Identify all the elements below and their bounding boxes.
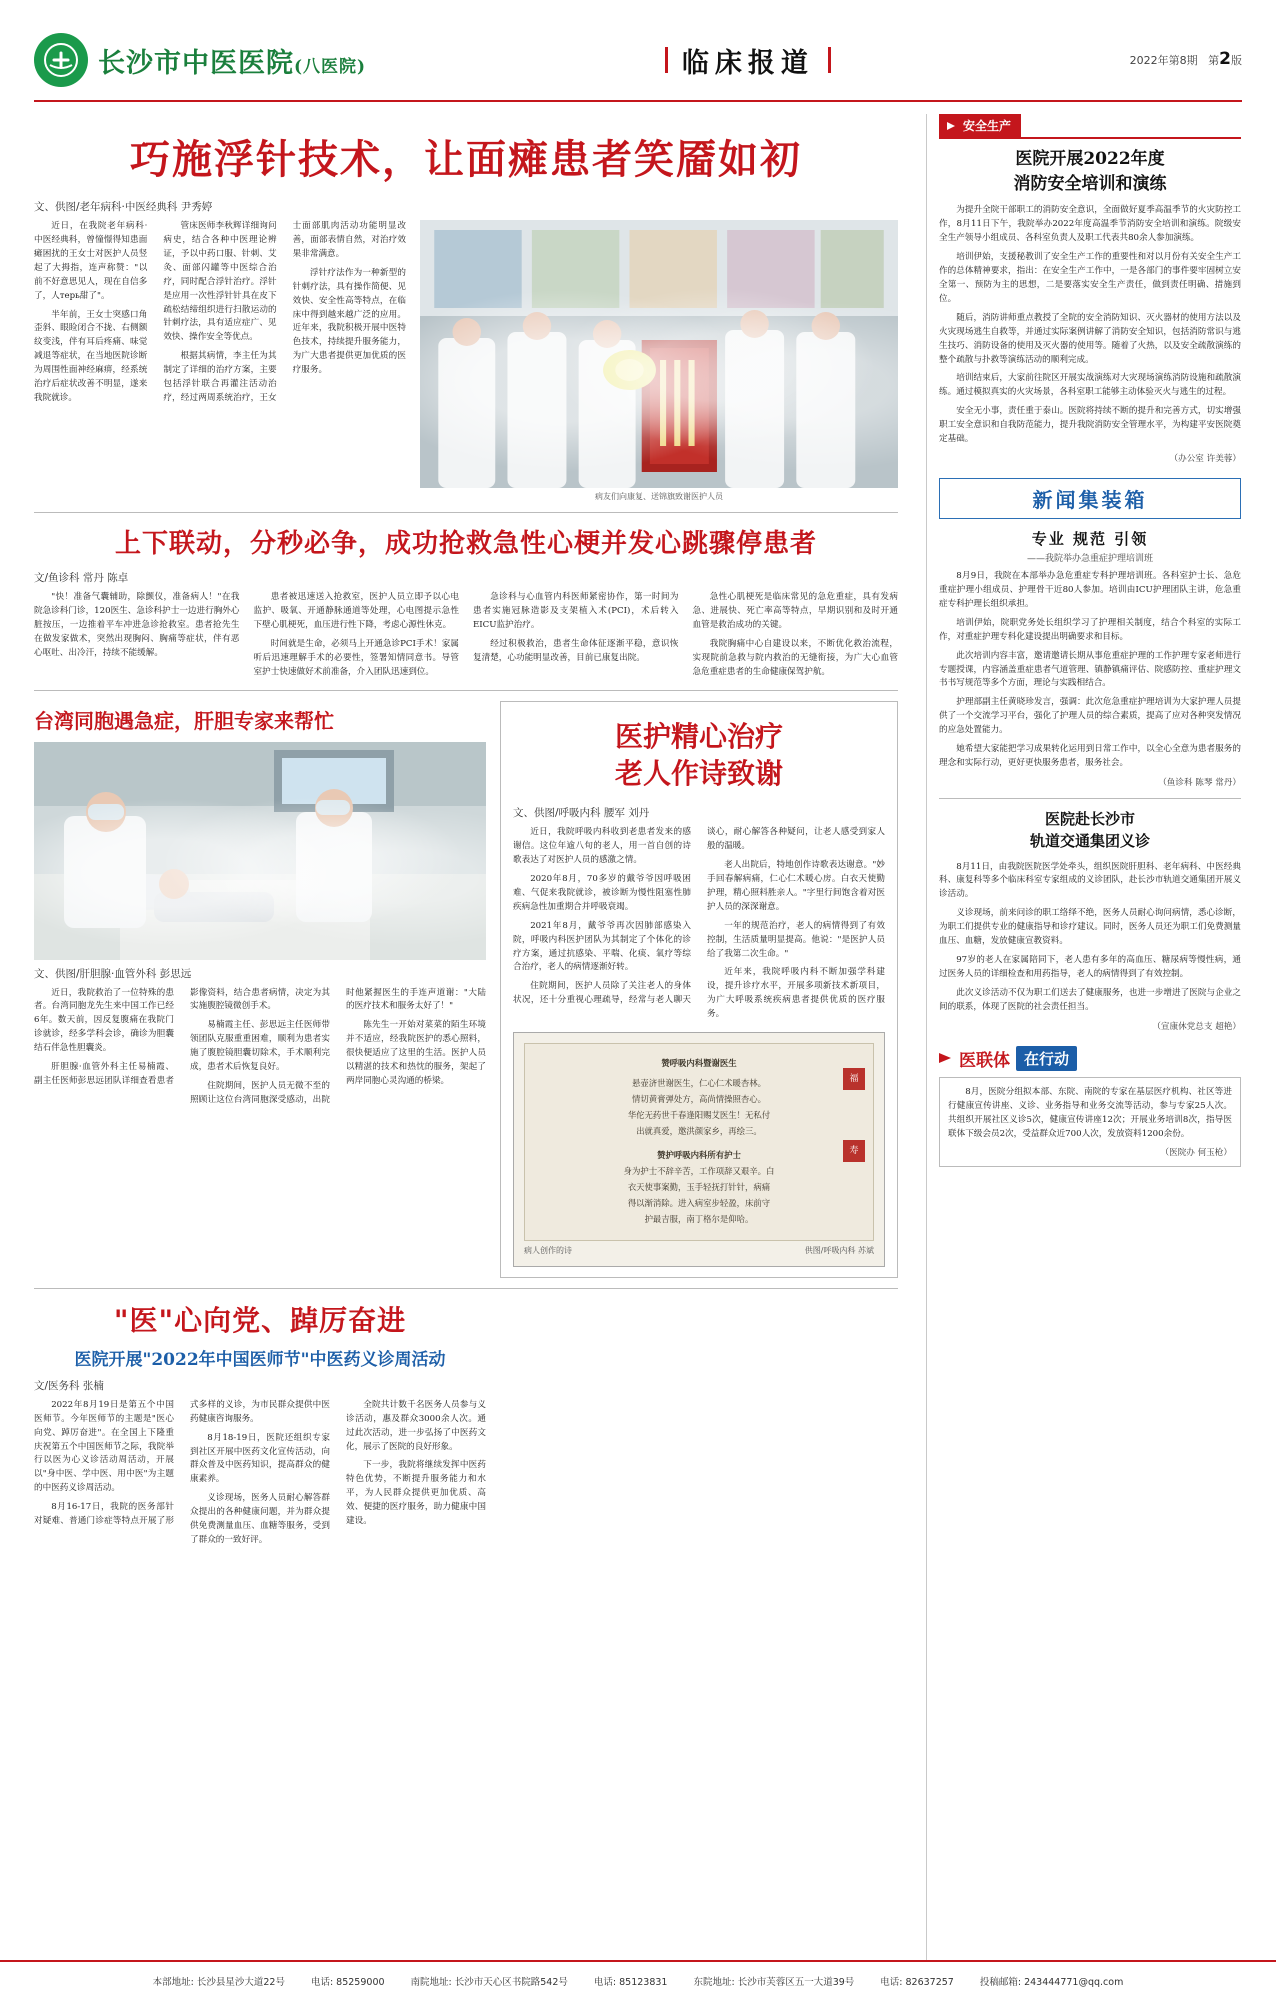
module-alliance bbox=[939, 1046, 1241, 1168]
poem-line: 情切黄膏弹处方，高尚情操照杏心。 bbox=[632, 1094, 766, 1105]
safety-title-line2: 消防安全培训和演练 bbox=[1013, 173, 1167, 194]
divider-right bbox=[828, 47, 831, 73]
arrow-right-icon bbox=[947, 121, 957, 131]
paragraph: 义诊现场，前来问诊的职工络绎不绝，医务人员耐心询问病情，悉心诊断，为职工们提供专业的健康指导和诊疗建议。同时，医务人员还为职工们免费测量血压、血糖，发放健康宣教资料。 bbox=[939, 908, 1241, 947]
poem-title: 赞呼吸内科暨谢医生 bbox=[661, 1058, 737, 1069]
story5-title: "医"心向党、踔厉奋进 bbox=[113, 1303, 407, 1337]
column-divider bbox=[926, 114, 927, 1970]
issue-info bbox=[1130, 49, 1242, 71]
newsbox-banner-label: 新闻集装箱 bbox=[1032, 488, 1148, 513]
paragraph: 8月11日，由我院医院医学处牵头，组织医院肝胆科、老年病科、中医经典科、康复科等多个临床科室专家组成的义诊团队，赴长沙市轨道交通集团开展义诊活动。 bbox=[939, 861, 1241, 900]
paragraph: 8月9日，我院在本部举办急危重症专科护理培训班。各科室护士长、急危重症护理小组成员、护理骨干近80人参加。培训由ICU护理团队主讲，危急重症专科护理长组织承担。 bbox=[939, 571, 1241, 609]
poem-caption-right: 供图/呼吸内科 苏斌 bbox=[804, 1245, 874, 1255]
paragraph: 经过积极救治，患者生命体征逐渐平稳，意识恢复清楚，心功能明显改善，目前已康复出院。 bbox=[473, 638, 679, 663]
story3-photo bbox=[34, 742, 486, 960]
rule bbox=[34, 512, 898, 513]
lead-headline: 巧施浮针技术，让面瘫患者笑靥如初 bbox=[130, 136, 802, 183]
poem-line: 身为护士不辞辛苦，工作项辞又艰辛。白 bbox=[623, 1165, 775, 1176]
page-title: 临床报道 bbox=[681, 47, 814, 79]
lead-byline: 文、供图/老年病科·中医经典科 尹秀婷 bbox=[34, 201, 213, 213]
paragraph: 她希望大家能把学习成果转化运用到日常工作中，以全心全意为患者服务的理念和实际行动，更好更快服务患者，服务社会。 bbox=[939, 744, 1241, 769]
article-lead bbox=[34, 128, 898, 502]
story3-headline: 台湾同胞遇急症，肝胆专家来帮忙 bbox=[34, 708, 334, 733]
middle-row bbox=[34, 701, 898, 1278]
safety-tag bbox=[939, 114, 1021, 137]
paragraph: 半年前，王女士突感口角歪斜、眼睑闭合不拢、右侧额纹变浅，伴有耳后疼痛、味觉减退等症状，在当地医院诊断为周围性面神经麻痹，经系统治疗后症状改善不明显，遂来我院就诊。 bbox=[34, 309, 148, 404]
paragraph: 97岁的老人在家属陪同下，老人患有多年的高血压、糖尿病等慢性病，通过医务人员的详细检查和用药指导，老人的病情得到了有效控制。 bbox=[939, 955, 1241, 979]
paragraph: 陈先生一开始对菜菜的陌生环境并不适应，经我院医护的悉心照料，很快便适应了这里的生活。医护人员以精湛的技术和热忱的服务，架起了两岸同胞心灵沟通的桥梁。 bbox=[346, 1020, 486, 1087]
paragraph: 我院胸痛中心自建设以来，不断优化救治流程，实现院前急救与院内救治的无缝衔接，为广大心血管急危重症患者的生命健康保驾护航。 bbox=[692, 638, 898, 677]
story4-title-line2: 老人作诗致谢 bbox=[614, 757, 783, 791]
paragraph: 一年的规范治疗，老人的病情得到了有效控制，生活质量明显提高。他说："是医护人员给了我第二次生命。" bbox=[707, 920, 885, 959]
poem-line: 华佗无药世千春逢阳赐艾医生！无私付 bbox=[627, 1110, 771, 1121]
article-poem bbox=[500, 701, 898, 1278]
masthead-logo-text bbox=[88, 41, 366, 80]
poem-line: 悬壶济世谢医生，仁心仁术暖杏林。 bbox=[632, 1078, 766, 1089]
poem-caption-left: 病人创作的诗 bbox=[524, 1245, 572, 1255]
rule bbox=[34, 1288, 898, 1289]
rule bbox=[939, 798, 1241, 799]
paragraph: 管床医师李秋辉详细询问病史，结合各种中医理论辨证，予以中药口服、针刺、艾灸、面部闪罐等中医综合治疗，同时配合浮针治疗。浮针是应用一次性浮针针具在皮下疏松结缔组织进行扫散运动的针刺疗法，具有适应症广、见效快、操作安全等优点。 bbox=[163, 221, 277, 343]
footer-email: 投稿邮箱: 243444771@qq.com bbox=[979, 1977, 1124, 1988]
paragraph: 急诊科与心血管内科医师紧密协作，第一时间为患者实施冠脉造影及支架植入术(PCI)，术后转入EICU监护治疗。 bbox=[473, 592, 679, 630]
paragraph: 浮针疗法作为一种新型的针刺疗法，具有操作简便、见效快、安全性高等特点，在临床中得到越来越广泛的应用。近年来，我院积极开展中医特色技术，持续提升服务能力，为广大患者提供更加优质的医疗服务。 bbox=[292, 267, 406, 376]
story2-headline: 上下联动，分秒必争，成功抢救急性心梗并发心跳骤停患者 bbox=[114, 529, 817, 559]
article-doctors-day bbox=[34, 1299, 486, 1548]
seal-icon: 福 bbox=[843, 1068, 865, 1090]
paragraph: 下一步，我院将继续发挥中医药特色优势，不断提升服务能力和水平，为人民群众提供更加优质、高效、便捷的医疗服务，助力健康中国建设。 bbox=[346, 1460, 486, 1527]
article-taiwan bbox=[34, 701, 486, 1278]
page-label: 第 bbox=[1208, 54, 1220, 67]
paragraph: 急性心肌梗死是临床常见的急危重症，具有发病急、进展快、死亡率高等特点，早期识别和及时开通血管是救治成功的关键。 bbox=[692, 592, 898, 630]
footer-phone-main: 电话: 85259000 bbox=[310, 1977, 385, 1988]
module-safety bbox=[939, 114, 1241, 464]
paragraph: 此次培训内容丰富，邀请邀请长期从事危重症护理的工作护理专家老师进行专题授课，内容涵盖重症患者气道管理、镇静镇痛评估、院感防控、重症护理文书书写规范等多个方面，理论与实践相结合。 bbox=[939, 650, 1241, 689]
paragraph: 8月18-19日，医院还组织专家到社区开展中医药文化宣传活动，向群众普及中医药知识，提高群众的健康素养。 bbox=[190, 1432, 330, 1485]
alliance-tag-red: 医联体 bbox=[959, 1050, 1010, 1071]
paragraph: 8月16-17日，我院的医务部针对疑难、普通门诊症等特点开展了形式多样的义诊，为市民群众提供中医药健康咨询服务。 bbox=[34, 1399, 330, 1527]
divider-left bbox=[665, 47, 668, 73]
lead-text-block bbox=[34, 220, 406, 502]
news2-signature: （宣康休党总支 超艳） bbox=[1152, 1021, 1241, 1032]
lead-photo-caption: 病友们向康复、送锦旗致谢医护人员 bbox=[595, 492, 723, 501]
paragraph: 时间就是生命，必须马上开通急诊PCI手术！家属听后迅速理解手术的必要性，签署知情同意书。导管室护士快速做好术前准备，介入团队迅速到位。 bbox=[253, 638, 459, 677]
paragraph: 全院共计数千名医务人员参与义诊活动，惠及群众3000余人次。通过此次活动，进一步弘扬了中医药文化，展示了医院的良好形象。 bbox=[346, 1399, 486, 1452]
alliance-header bbox=[939, 1046, 1241, 1071]
alliance-signature: （医院办 何玉枪） bbox=[1160, 1148, 1232, 1159]
poem-inner bbox=[524, 1043, 874, 1241]
story5-byline: 文/医务科 张楠 bbox=[34, 1379, 104, 1392]
paragraph: 培训伊始，院职党务处长组织学习了护理相关制度，结合个科室的实际工作，对重症护理专科化建设提出明确要求和目标。 bbox=[939, 617, 1241, 642]
footer-address-east: 东院地址: 长沙市芙蓉区五一大道39号 bbox=[693, 1977, 855, 1988]
poem-line: 得以渐消除。进入病室步轻盈，床前守 bbox=[627, 1197, 771, 1208]
paragraph: 培训伊始，支援秘教训了安全生产工作的重要性和对以月份有关安全生产工作的总体精神要求，指出：在安全生产工作中，一是各部门的事件要牢固树立安全第一、预防为主的思想，二是要落实安全生产责任，做到责任明确、措施到位。 bbox=[939, 252, 1241, 304]
news1-title: 专业 规范 引领 bbox=[1031, 530, 1149, 549]
safety-title-line1: 医院开展2022年度 bbox=[1015, 149, 1165, 169]
rule bbox=[34, 690, 898, 691]
seal-icon: 寿 bbox=[843, 1140, 865, 1162]
news2-title-line1: 医院赴长沙市 bbox=[1044, 810, 1135, 829]
page-number: 2 bbox=[1219, 49, 1231, 69]
paragraph: "快！准备气囊辅助，除颤仪，准备病人！"在我院急诊科门诊，120医生、急诊科护士一边进行胸外心脏按压，一边推着平车冲进急诊抢救室。患者抢先生在做发家做术，突然出现胸闷、胸痛等症状，伴有恶心呕吐、出冷汗，持续不能缓解。 bbox=[34, 592, 240, 658]
alliance-tag-blue: 在行动 bbox=[1016, 1046, 1077, 1071]
alliance-box bbox=[939, 1077, 1241, 1168]
lead-photo bbox=[420, 220, 898, 488]
paragraph: 肝胆腺·血管外科主任易楠霞、副主任医师彭思远团队详细查看患者影像资料，结合患者病情，决定为其实施腹腔镜微创手术。 bbox=[34, 987, 330, 1087]
story2-byline: 文/鱼诊科 常丹 陈卓 bbox=[34, 572, 129, 584]
footer-address-south: 南院地址: 长沙市天心区书院路542号 bbox=[410, 1977, 568, 1988]
module-newsbox bbox=[939, 478, 1241, 1032]
main-column bbox=[34, 114, 914, 1970]
safety-tag-label: 安全生产 bbox=[963, 119, 1012, 133]
safety-signature: （办公室 许美蓉） bbox=[1169, 454, 1241, 465]
paragraph: 近日，在我院老年病科·中医经典科，曾憧憬得知患面瘫困扰的王女士对医护人员竖起了大拇指，连声称赞："以前不好意思见人，现在自信多了，人терь甜了"。 bbox=[34, 221, 148, 301]
poem-caption bbox=[524, 1245, 874, 1256]
poem-line: 衣天使事案勤，玉手轻抚打针针，病痛 bbox=[627, 1181, 771, 1192]
masthead-center bbox=[366, 41, 1130, 80]
issue-label: 2022年第8期 bbox=[1129, 54, 1198, 67]
paragraph: 此次义诊活动不仅为职工们送去了健康服务，也进一步增进了医院与企业之间的联系，体现了医院的社会责任担当。 bbox=[939, 987, 1241, 1012]
lead-figure bbox=[420, 220, 898, 502]
paragraph: 易楠霞主任、彭思远主任医师带领团队克服重重困难，顺利为患者实施了腹腔镜胆囊切除术，手术顺利完成，患者术后恢复良好。 bbox=[190, 1020, 330, 1073]
paragraph: 8月，医院分组拟本部、东院、南院的专家在基层医疗机构、社区等进行健康宣传讲座、义诊、业务指导和业务交流等活动，参与专家25人次。共组织开展社区义诊5次，健康宣传讲座12次；开展业务培训8次，指导医联体下级会员2次，受益群众近700人次，发放资料1200余份。 bbox=[948, 1086, 1232, 1139]
paragraph: 住院期间，医护人员除了关注老人的身体状况，还十分重视心理疏导，经常与老人聊天谈心，耐心解答各种疑问，让老人感受到家人般的温暖。 bbox=[513, 827, 885, 1006]
poem-line: 护最吉服，南丁格尔是仰哈。 bbox=[644, 1213, 754, 1224]
paragraph: 随后，消防讲师重点教授了全院的安全消防知识、灭火器材的使用方法以及火灾现场逃生自救等，并通过实际案例讲解了消防安全知识，包括消防常识与逃生技巧、消防设备的使用及灭火器的使用等。随着了火热，以及安全疏散演练的整个疏散与扑救等演练活动的顺利完成。 bbox=[939, 312, 1241, 365]
page-footer bbox=[0, 1960, 1276, 2000]
poem-card bbox=[513, 1032, 885, 1267]
paragraph: 住院期间，医护人员无微不至的照顾让这位台湾同胞深受感动，出院时他紧握医生的手连声道谢："大陆的医疗技术和服务太好了！" bbox=[190, 987, 486, 1105]
newsbox-item-1 bbox=[939, 528, 1241, 788]
page-content bbox=[34, 114, 1242, 1970]
footer-phone-east: 电话: 82637257 bbox=[880, 1977, 954, 1988]
footer-address-main: 本部地址: 长沙县星沙大道22号 bbox=[152, 1977, 285, 1988]
news1-signature: （鱼诊科 陈琴 常丹） bbox=[1158, 778, 1241, 789]
paragraph: 2020年8月，70多岁的戴爷爷因呼吸困难、气促来我院就诊，被诊断为慢性阻塞性肺疾病急性加重期合并呼吸衰竭。 bbox=[513, 873, 691, 912]
poem-line: 赞护呼吸内科所有护士 bbox=[657, 1149, 741, 1160]
page-suffix: 版 bbox=[1231, 54, 1242, 67]
story4-byline: 文、供图/呼吸内科 腰军 刘丹 bbox=[513, 807, 650, 820]
footer-phone-south: 电话: 85123831 bbox=[593, 1977, 668, 1988]
paragraph: 为提升全院干部职工的消防安全意识，全面做好夏季高温季节的火灾防控工作，8月11日下午，我院举办2022年度高温季节消防安全培训和演练。院级安全生产领导小组成员、各科室负责人及职工代表共80余人参加演练。 bbox=[939, 205, 1241, 244]
paragraph: 2022年8月19日是第五个中国医师节。今年医师节的主题是"医心向党、踔厉奋进"。在全国上下隆重庆祝第五个中国医师节之际，我院举行以医为心义诊活动周活动，开展以"身中医、学中医、用中医"为主题的中医药义诊周活动。 bbox=[34, 1399, 174, 1494]
paragraph: 患者被迅速送入抢救室，医护人员立即予以心电监护、吸氧、开通静脉通道等处理，心电图提示急性下壁心肌梗死，血压进行性下降，考虑心源性休克。 bbox=[253, 592, 459, 630]
story3-figure bbox=[34, 742, 486, 960]
article-cardiac bbox=[34, 523, 898, 680]
paragraph: 近日，我院呼吸内科收到老患者发来的感谢信。这位年逾八旬的老人，用一首自创的诗歌表达了对医护人员的感激之情。 bbox=[513, 827, 691, 865]
paragraph: 护理部副主任黄晓珍发言，强调：此次危急重症护理培训为大家护理人员提供了一个交流学习平台，强化了护理人员的综合素质，提高了应对各种突发情况的应急处置能力。 bbox=[939, 697, 1241, 736]
paragraph: 老人出院后，特地创作诗歌表达谢意。"妙手回春解病痛，仁心仁术暖心房。白衣天使勤护理，精心照料胜亲人。"字里行间饱含着对医护人员的深深谢意。 bbox=[707, 859, 885, 912]
logo-subtitle: (八医院) bbox=[294, 56, 367, 77]
paragraph: 2021年8月，戴爷爷再次因肺部感染入院，呼吸内科医护团队为其制定了个体化的诊疗方案，通过抗感染、平喘、化痰、氧疗等综合治疗，老人的病情逐渐好转。 bbox=[513, 920, 691, 973]
safety-tag-row bbox=[939, 114, 1241, 139]
logo-title: 长沙市中医医院 bbox=[98, 47, 294, 79]
story4-title bbox=[513, 718, 885, 794]
news2-title-line2: 轨道交通集团义诊 bbox=[1029, 831, 1150, 850]
paragraph: 根据其病情，李主任为其制定了详细的治疗方案，主要包括浮针联合再灌注活动治疗，经过两周系统治疗，王女士面部肌肉活动功能明显改善，面部表情自然，对治疗效果非常满意。 bbox=[163, 221, 406, 404]
paragraph: 近日，我院救治了一位特殊的患者。台湾同胞龙先生来中国工作已经6年。数天前，因反复腹痛在我院门诊就诊，经多学科会诊，确诊为胆囊结石伴急性胆囊炎。 bbox=[34, 987, 174, 1054]
newsbox-banner bbox=[939, 478, 1241, 519]
newsbox-item-2 bbox=[939, 809, 1241, 1032]
paragraph: 义诊现场，医务人员耐心解答群众提出的各种健康问题，并为群众提供免费测量血压、血糖等服务，受到了群众的一致好评。 bbox=[190, 1493, 330, 1546]
story3-byline: 文、供图/肝胆腺·血管外科 彭思远 bbox=[34, 967, 192, 980]
arrow-right-icon bbox=[939, 1052, 953, 1064]
paragraph: 培训结束后，大家前往院区开展实战演练对大灾现场演练消防设施和疏散演练。通过模拟真实的火灾场景，各科室职工能够主动体验灭火与逃生的过程。 bbox=[939, 373, 1241, 398]
hospital-logo-icon bbox=[34, 33, 88, 87]
paragraph: 近年来，我院呼吸内科不断加强学科建设，提升诊疗水平，开展多项新技术新项目，为广大呼吸系统疾病患者提供优质的医疗服务。 bbox=[707, 967, 885, 1020]
safety-title bbox=[939, 147, 1241, 196]
sidebar-column bbox=[939, 114, 1241, 1970]
masthead bbox=[34, 28, 1242, 102]
story4-title-line1: 医护精心治疗 bbox=[614, 719, 783, 753]
news1-subtitle: ——我院举办急重症护理培训班 bbox=[1026, 554, 1153, 565]
story5-subtitle: 医院开展"2022年中国医师节"中医药义诊周活动 bbox=[74, 1349, 446, 1370]
poem-line: 出就真爱，邀洪颜家乡，再绘三。 bbox=[636, 1125, 762, 1136]
paragraph: 安全无小事，责任重于泰山。医院将持续不断的提升和完善方式，切实增强职工安全意识和自我防范能力，提升我院消防安全管理水平，为构建平安医院奠定基础。 bbox=[939, 406, 1241, 445]
news2-title bbox=[939, 809, 1241, 853]
